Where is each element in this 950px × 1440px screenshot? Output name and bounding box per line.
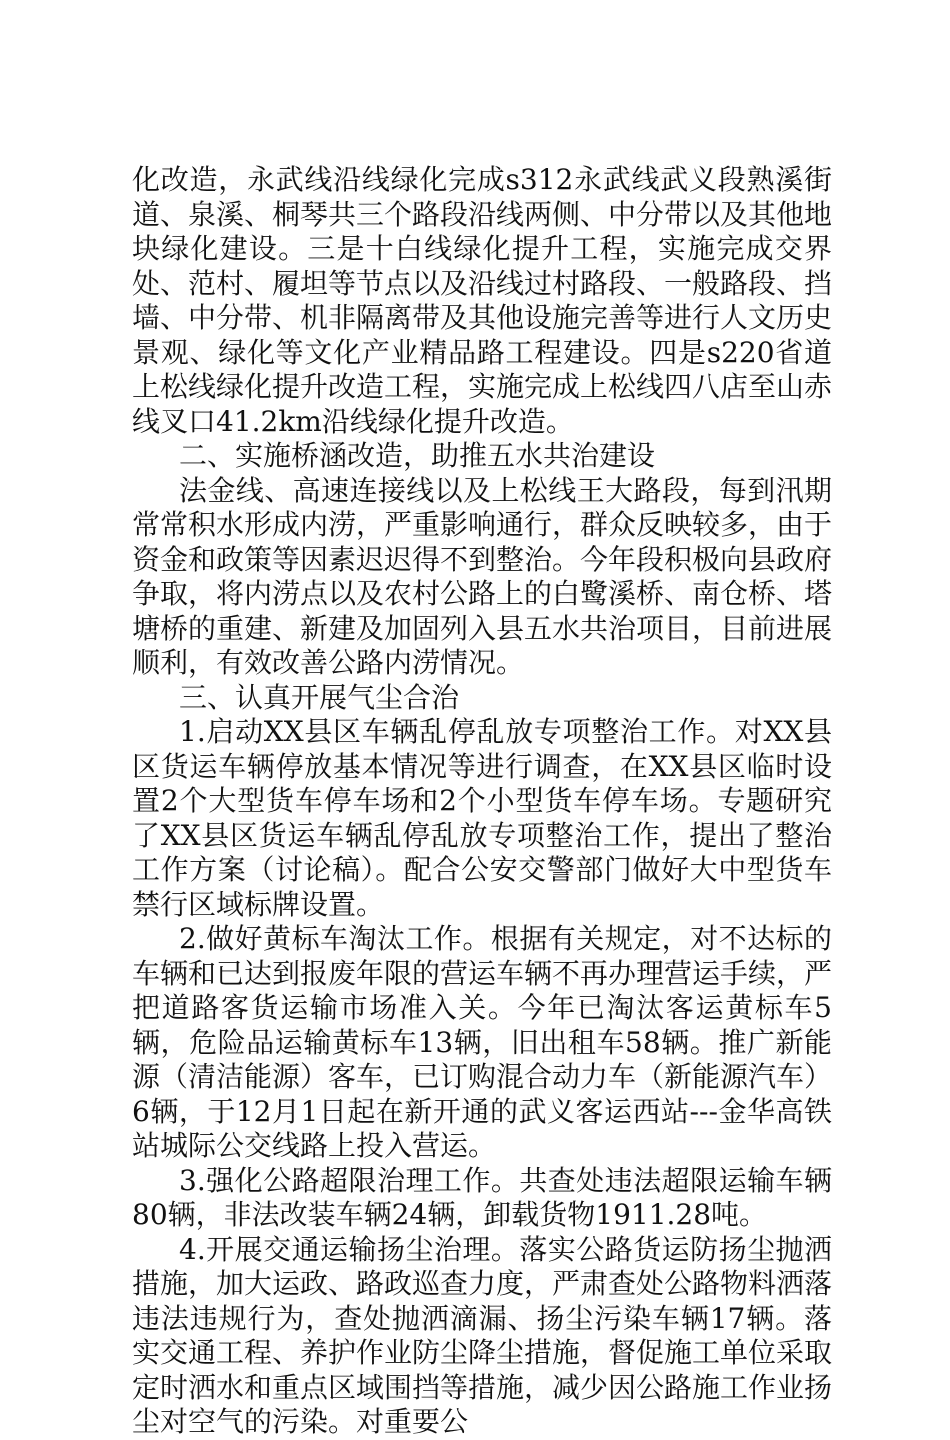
section-heading-bridge-renovation: 二、实施桥涵改造，助推五水共治建设 xyxy=(179,439,656,472)
paragraph-dust-governance: 4.开展交通运输扬尘治理。落实公路货运防扬尘抛洒措施，加大运政、路政巡查力度，严肃查处公路物料洒落违法违规行为，查处抛洒滴漏、扬尘污染车辆17辆。落实交通工程、养护作业防尘降尘措施，督促施工单位采取定时洒水和重点区域围挡等措施，减少因公路施工作业扬尘对空气的污染。对重要公 xyxy=(132,1232,833,1438)
section-heading-dust-control: 三、认真开展气尘合治 xyxy=(179,680,460,714)
paragraph-waterlogging: 法金线、高速连接线以及上松线王大路段，每到汛期常常积水形成内涝，严重影响通行，群众反映较多，由于资金和政策等因素迟迟得不到整治。今年段积极向县政府争取，将内涝点以及农村公路上的白鹭溪桥、南仓桥、塔塘桥的重建、新建及加固列入县五水共治项目，目前进展顺利，有效改善公路内涝情况。 xyxy=(132,473,833,679)
paragraph-yellow-label-vehicles: 2.做好黄标车淘汰工作。根据有关规定，对不达标的车辆和已达到报废年限的营运车辆不再办理营运手续，严把道路客货运输市场准入关。今年已淘汰客运黄标车5辆，危险品运输黄标车13辆，旧出租车58辆。推广新能源（清洁能源）客车，已订购混合动力车（新能源汽车）6辆，于12月1日起在新开通的武义客运西站---金华高铁站城际公交线路上投入营运。 xyxy=(132,922,833,1162)
document-body xyxy=(132,163,832,1440)
paragraph-overload-control: 3.强化公路超限治理工作。共查处违法超限运输车辆80辆，非法改装车辆24辆，卸载货物1911.28吨。 xyxy=(132,1163,832,1231)
paragraph-parking-rectification: 1.启动XX县区车辆乱停乱放专项整治工作。对XX县区货运车辆停放基本情况等进行调查，在XX县区临时设置2个大型货车停车场和2个小型货车停车场。专题研究了XX县区货运车辆乱停乱放专项整治工作，提出了整治工作方案（讨论稿）。配合公安交警部门做好大中型货车禁行区域标牌设置。 xyxy=(132,715,832,921)
paragraph-greening-continued: 化改造，永武线沿线绿化完成s312永武线武义段熟溪街道、泉溪、桐琴共三个路段沿线两侧、中分带以及其他地块绿化建设。三是十白线绿化提升工程，实施完成交界处、范村、履坦等节点以及沿线过村路段、一般路段、挡墙、中分带、机非隔离带及其他设施完善等进行人文历史景观、绿化等文化产业精品路工程建设。四是s220省道上松线绿化提升改造工程，实施完成上松线四八店至山赤线叉口41.2km沿线绿化提升改造。 xyxy=(132,163,833,438)
